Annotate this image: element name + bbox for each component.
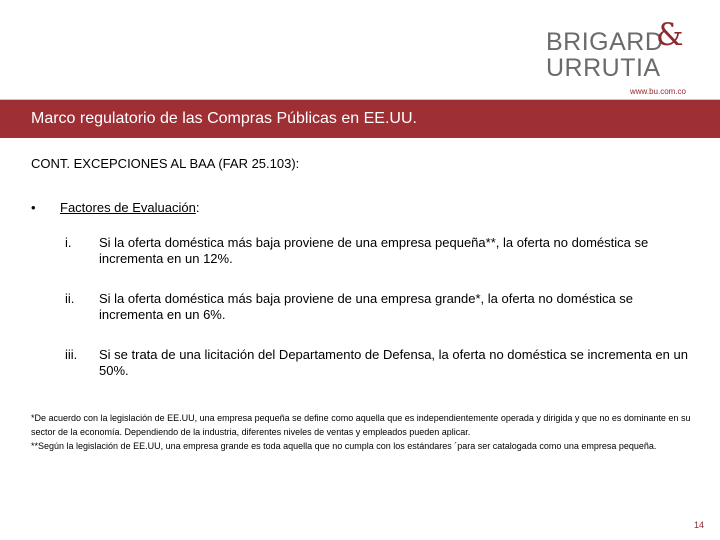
- bullet-heading-label: Factores de Evaluación: [60, 200, 196, 215]
- footnote-small-company: *De acuerdo con la legislación de EE.UU, una empresa pequeña se define como aquella que es independientemente operada y dirigida y que no es dominante en su sector de la economía. Dependiendo de la industria, diferentes niveles de ventas y empleados pueden aplicar.: [31, 413, 691, 437]
- logo-text-urrutia: URRUTIA: [546, 54, 661, 82]
- footnote-large-company: **Según la legislación de EE.UU, una empresa grande es toda aquella que no cumpla con los estándares ´para ser catalogada como una empresa pequeña.: [31, 441, 657, 451]
- list-item-number: iii.: [65, 347, 78, 362]
- slide-title: Marco regulatorio de las Compras Públicas en EE.UU.: [31, 110, 417, 127]
- logo-ampersand: &: [656, 17, 684, 53]
- page-number: 14: [693, 520, 704, 530]
- title-banner: [0, 99, 720, 138]
- list-item-text: Si se trata de una licitación del Departamento de Defensa, la oferta no doméstica se incrementa en un 50%.: [99, 347, 688, 378]
- brigard-urrutia-logo: [546, 17, 686, 96]
- footnotes: [31, 411, 691, 453]
- logo-url[interactable]: www.bu.com.co: [629, 87, 686, 96]
- list-item-number: ii.: [65, 291, 75, 306]
- section-subtitle: CONT. EXCEPCIONES AL BAA (FAR 25.103):: [31, 156, 300, 171]
- list-item-text: Si la oferta doméstica más baja proviene de una empresa grande*, la oferta no doméstica se incrementa en un 6%.: [99, 291, 634, 322]
- bullet-marker: •: [31, 200, 36, 215]
- logo-text-brigard: BRIGARD: [546, 28, 664, 56]
- bullet-heading: [60, 200, 199, 216]
- list-item-text: Si la oferta doméstica más baja proviene de una empresa pequeña**, la oferta no doméstica se incrementa en un 12%.: [99, 235, 649, 266]
- list-item-number: i.: [65, 235, 72, 250]
- bullet-heading-colon: :: [195, 200, 200, 215]
